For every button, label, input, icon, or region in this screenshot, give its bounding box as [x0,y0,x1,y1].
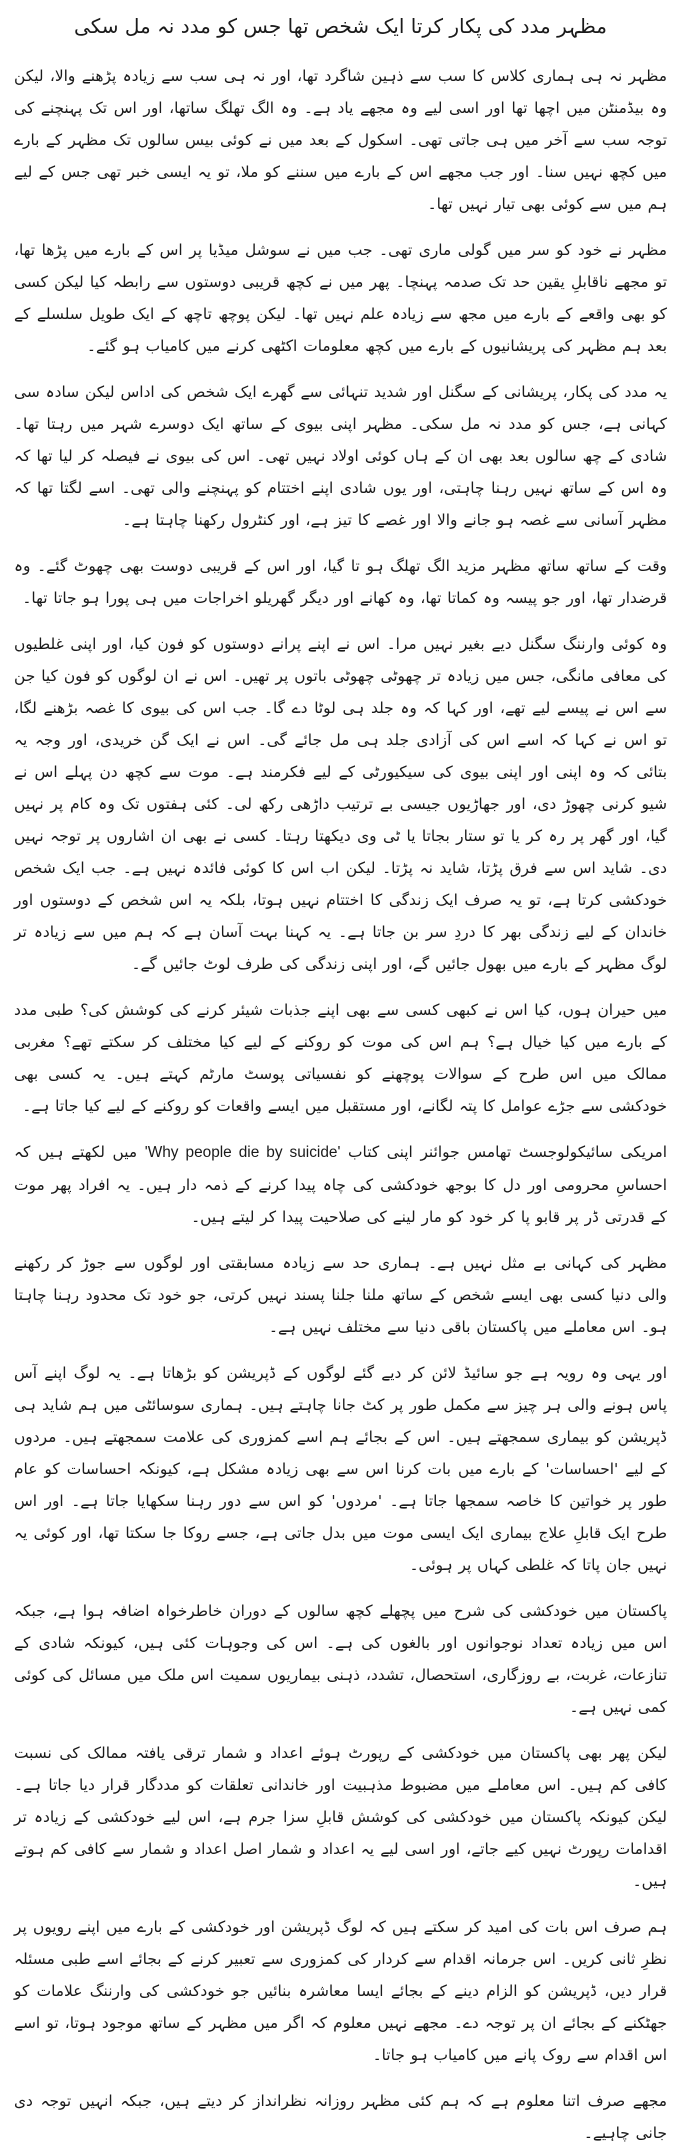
paragraph-11: لیکن پھر بھی پاکستان میں خودکشی کے رپورٹ ہوئے اعداد و شمار ترقی یافتہ ممالک کی نسبت کافی کم ہیں۔ اس معاملے میں مضبوط مذہبیت اور خاندانی تعلقات کو مددگار قرار دیا جاتا ہے۔ لیکن کیونکہ پاکستان میں خودکشی کی کوشش قابلِ سزا جرم ہے، اس لیے خودکشی کے زیادہ تر اقدامات رپورٹ نہیں کیے جاتے، اور اسی لیے یہ اعداد و شمار اصل اعداد و شمار سے کافی کم ہوتے ہیں۔ [14,1744,667,1890]
paragraph-2: مظہر نے خود کو سر میں گولی ماری تھی۔ جب میں نے سوشل میڈیا پر اس کے بارے میں پڑھا تھا، تو مجھے ناقابلِ یقین حد تک صدمہ پہنچا۔ پھر میں نے کچھ قریبی دوستوں سے رابطہ کیا لیکن کسی کو بھی واقعے کے بارے میں مجھ سے زیادہ علم نہیں تھا۔ لیکن پوچھ تاچھ کے ایک طویل سلسلے کے بعد ہم مظہر کی پریشانیوں کے بارے میں کچھ معلومات اکٹھی کرنے میں کامیاب ہو گئے۔ [14,241,667,355]
paragraph-5: وہ کوئی وارننگ سگنل دیے بغیر نہیں مرا۔ اس نے اپنے پرانے دوستوں کو فون کیا، اور اپنی غلطیوں کی معافی مانگی، جس میں زیادہ تر چھوٹی چھوٹی باتوں پر تھیں۔ اس نے ان لوگوں کو فون کیا جن سے اس نے پیسے لیے تھے، اور کہا کہ وہ جلد ہی لوٹا دے گا۔ جب اس کی بیوی کا غصہ بڑھنے لگا، تو اس نے کہا کہ اسے اس کی آزادی جلد ہی مل جائے گی۔ اس نے ایک گن خریدی، اور وجہ یہ بتائی کہ وہ اپنی اور اپنی بیوی کی سیکیورٹی کے لیے فکرمند ہے۔ موت سے کچھ دن پہلے اس نے شیو کرنی چھوڑ دی، اور جھاڑیوں جیسی بے ترتیب داڑھی رکھ لی۔ کئی ہفتوں تک وہ کام پر نہیں گیا، اور گھر پر رہ کر یا تو ستار بجاتا یا ٹی وی دیکھتا رہتا۔ کسی نے بھی ان اشاروں پر توجہ نہیں دی۔ شاید اس سے فرق پڑتا، شاید نہ پڑتا۔ لیکن اب اس کا کوئی فائدہ نہیں ہے۔ جب ایک شخص خودکشی کرتا ہے، تو یہ صرف ایک زندگی کا اختتام نہیں ہوتا، بلکہ یہ اس شخص کے دوستوں اور خاندان کے لیے زندگی بھر کا دردِ سر بن جاتا ہے۔ یہ کہنا بہت آسان ہے کہ ہم میں سے زیادہ تر لوگ مظہر کے بارے میں بھول جائیں گے، اور اپنی زندگی کی طرف لوٹ جائیں گے۔ [14,635,667,973]
paragraph-9: اور یہی وہ رویہ ہے جو سائیڈ لائن کر دیے گئے لوگوں کے ڈپریشن کو بڑھاتا ہے۔ یہ لوگ اپنے آس پاس ہونے والی ہر چیز سے مکمل طور پر کٹ جانا چاہتے ہیں۔ ہماری سوسائٹی میں ہم شاید ہی ڈپریشن کو بیماری سمجھتے ہیں۔ اس کے بجائے ہم اسے کمزوری کی علامت سمجھتے ہیں۔ مردوں کے لیے 'احساسات' کے بارے میں بات کرنا اس سے بھی زیادہ مشکل ہے، کیونکہ احساسات کو عام طور پر خواتین کا خاصہ سمجھا جاتا ہے۔ 'مردوں' کو اس سے دور رہنا سکھایا جاتا ہے۔ اور اس طرح ایک قابلِ علاج بیماری ایک ایسی موت میں بدل جاتی ہے، جسے روکا جا سکتا تھا، اور کوئی یہ نہیں جان پاتا کہ غلطی کہاں پر ہوئی۔ [14,1364,667,1574]
paragraph-7: امریکی سائیکولوجسٹ تھامس جوائنر اپنی کتاب 'Why people die by suicide' میں لکھتے ہیں کہ احساسِ محرومی اور دل کا بوجھ خودکشی کی چاہ پیدا کرنے کے ذمہ دار ہیں۔ یہ افراد پھر موت کے قدرتی ڈر پر قابو پا کر خود کو مار لینے کی صلاحیت پیدا کر لیتے ہیں۔ [14,1143,667,1226]
book-title: 'Why people die by suicide' [144,1144,341,1161]
paragraph-13: مجھے صرف اتنا معلوم ہے کہ ہم کئی مظہر روزانہ نظرانداز کر دیتے ہیں، جبکہ انہیں توجہ دی جانی چاہیے۔ [14,2092,667,2142]
paragraph-10: پاکستان میں خودکشی کی شرح میں پچھلے کچھ سالوں کے دوران خاطرخواہ اضافہ ہوا ہے، جبکہ اس میں زیادہ تعداد نوجوانوں اور بالغوں کی ہے۔ اس کی وجوہات کئی ہیں، کیونکہ شادی کے تنازعات، غربت، بے روزگاری، استحصال، تشدد، ذہنی بیماریوں سمیت اس ملک میں مسائل کی کوئی کمی نہیں ہے۔ [14,1602,667,1716]
paragraph-8: مظہر کی کہانی بے مثل نہیں ہے۔ ہماری حد سے زیادہ مسابقتی اور لوگوں سے جوڑ کر رکھنے والی دنیا کسی بھی ایسے شخص کے ساتھ ملنا جلنا پسند نہیں کرتی، جو خود تک محدود رہنا چاہتا ہو۔ اس معاملے میں پاکستان باقی دنیا سے مختلف نہیں ہے۔ [14,1254,667,1336]
paragraph-12: ہم صرف اس بات کی امید کر سکتے ہیں کہ لوگ ڈپریشن اور خودکشی کے بارے میں اپنے رویوں پر نظرِ ثانی کریں۔ اس جرمانہ اقدام سے کردار کی کمزوری سے تعبیر کرنے کے بجائے اسے طبی مسئلہ قرار دیں، ڈپریشن کو الزام دینے کے بجائے ایسا معاشرہ بنائیں جو خودکشی کی وارننگ علامات کو جھٹکنے کے بجائے ان پر توجہ دے۔ مجھے نہیں معلوم کہ اگر میں مظہر کے ساتھ موجود ہوتا، تو اسے اس اقدام سے روک پانے میں کامیاب ہو جاتا۔ [14,1918,667,2064]
paragraph-4: وقت کے ساتھ ساتھ مظہر مزید الگ تھلگ ہو تا گیا، اور اس کے قریبی دوست بھی چھوٹ گئے۔ وہ قرضدار تھا، اور جو پیسہ وہ کماتا تھا، وہ کھانے اور دیگر گھریلو اخراجات میں ہی پورا ہو جاتا تھا۔ [14,557,667,607]
article-title: مظہر مدد کی پکار کرتا ایک شخص تھا جس کو مدد نہ مل سکی [74,14,607,38]
paragraph-3: یہ مدد کی پکار، پریشانی کے سگنل اور شدید تنہائی سے گھرے ایک شخص کی اداس لیکن سادہ سی کہانی ہے، جس کو مدد نہ مل سکی۔ مظہر اپنی بیوی کے ساتھ ایک دوسرے شہر میں رہتا تھا۔ شادی کے چھ سالوں بعد بھی ان کے ہاں کوئی اولاد نہیں تھی۔ اس کی بیوی نے فیصلہ کر لیا تھا کہ وہ اس کے ساتھ نہیں رہنا چاہتی، اور یوں شادی اپنے اختتام کو پہنچنے والی تھی۔ اسے لگتا تھا کہ مظہر آسانی سے غصہ ہو جانے والا اور غصے کا تیز ہے، اور کنٹرول رکھنا چاہتا ہے۔ [14,383,667,529]
paragraph-1: مظہر نہ ہی ہماری کلاس کا سب سے ذہین شاگرد تھا، اور نہ ہی سب سے زیادہ پڑھنے والا، لیکن وہ بیڈمنٹن میں اچھا تھا اور اسی لیے وہ مجھے یاد ہے۔ وہ الگ تھلگ ساتھا، اور اس تک پہنچنے کی توجہ سب سے آخر میں ہی جاتی تھی۔ اسکول کے بعد میں نے کوئی بیس سالوں تک مظہر کے بارے میں کچھ نہیں سنا۔ اور جب مجھے اس کے بارے میں سننے کو ملا، تو یہ ایسی خبر تھی جس کے لیے ہم میں سے کوئی بھی تیار نہیں تھا۔ [14,67,667,213]
paragraph-6: میں حیران ہوں، کیا اس نے کبھی کسی سے بھی اپنے جذبات شیئر کرنے کی کوشش کی؟ طبی مدد کے بارے میں کیا خیال ہے؟ ہم اس کی موت کو روکنے کے لیے کیا مختلف کر سکتے تھے؟ مغربی ممالک میں اس طرح کے سوالات پوچھنے کو نفسیاتی پوسٹ مارٹم کہتے ہیں۔ یہ کسی بھی خودکشی سے جڑے عوامل کا پتہ لگانے، اور مستقبل میں ایسے واقعات کو روکنے کے لیے کیا جاتا ہے۔ [14,1001,667,1115]
